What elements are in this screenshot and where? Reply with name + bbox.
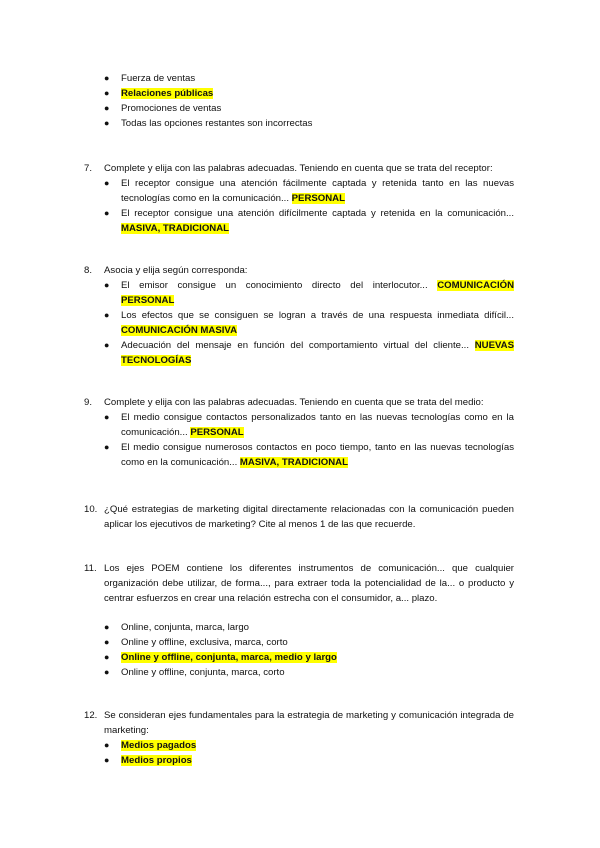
bullet-icon: ● <box>104 88 110 98</box>
highlighted-answer: PERSONAL <box>291 193 345 204</box>
option-text: El receptor consigue una atención fácilmente captada y retenida tanto en las nuevas tecnologías como en la comunicación... <box>121 178 514 204</box>
continued-options-block <box>84 71 514 131</box>
list-item <box>104 635 514 650</box>
bullet-icon: ● <box>104 667 110 677</box>
list-item <box>104 206 514 236</box>
question-number: 10. <box>84 504 98 515</box>
question-number: 7. <box>84 163 93 174</box>
question-text: ¿Qué estrategias de marketing digital directamente relacionadas con la comunicación pueden aplicar los ejecutivos de marketing? Cite al menos 1 de las que recuerde. <box>104 504 514 530</box>
list-item <box>104 753 514 768</box>
list-item <box>104 440 514 470</box>
question-text: Los ejes POEM contiene los diferentes instrumentos de comunicación... que cualquier organización debe utilizar, de forma..., para extraer toda la potencialidad de la... o producto y centrar esfuerzos en crear una relación estrecha con el consumidor, a... plazo. <box>104 563 514 604</box>
highlighted-answer: Online y offline, conjunta, marca, medio y largo <box>121 652 337 663</box>
list-item <box>104 71 514 86</box>
question-10 <box>84 502 514 532</box>
option-text: El medio consigue contactos personalizados tanto en las nuevas tecnologías como en la comunicación... <box>121 412 514 438</box>
highlighted-answer: PERSONAL <box>190 427 244 438</box>
option-text: Online y offline, exclusiva, marca, corto <box>121 637 288 648</box>
option-text: Promociones de ventas <box>121 103 222 114</box>
option-text: El medio consigue numerosos contactos en poco tiempo, tanto en las nuevas tecnologías como en la comunicación... <box>121 442 514 468</box>
question-text: Se consideran ejes fundamentales para la estrategia de marketing y comunicación integrada de marketing: <box>104 710 514 736</box>
highlighted-answer: NUEVAS TECNOLOGÍAS <box>121 340 514 366</box>
list-item <box>104 620 514 635</box>
bullet-icon: ● <box>104 280 110 290</box>
option-list <box>84 738 514 768</box>
option-text: Todas las opciones restantes son incorrectas <box>121 118 313 129</box>
option-text: Online y offline, conjunta, marca, corto <box>121 667 285 678</box>
highlighted-answer: COMUNICACIÓN PERSONAL <box>121 280 514 306</box>
list-item <box>104 410 514 440</box>
bullet-icon: ● <box>104 118 110 128</box>
bullet-icon: ● <box>104 178 110 188</box>
list-item <box>104 665 514 680</box>
list-item <box>104 101 514 116</box>
option-list <box>84 176 514 236</box>
option-text: Los efectos que se consiguen se logran a través de una respuesta inmediata difícil... <box>121 310 514 321</box>
question-text: Asocia y elija según corresponda: <box>104 265 248 276</box>
list-item <box>104 338 514 368</box>
list-item <box>104 86 514 101</box>
highlighted-answer: MASIVA, TRADICIONAL <box>239 457 348 468</box>
option-list <box>84 71 514 131</box>
list-item <box>104 738 514 753</box>
highlighted-answer: MASIVA, TRADICIONAL <box>121 223 230 234</box>
option-text: El receptor consigue una atención difícilmente captada y retenida en la comunicación... <box>121 208 514 219</box>
question-text: Complete y elija con las palabras adecuadas. Teniendo en cuenta que se trata del receptor: <box>104 163 493 174</box>
highlighted-answer: Relaciones públicas <box>121 88 214 99</box>
highlighted-answer: Medios pagados <box>121 740 197 751</box>
question-8 <box>84 263 514 368</box>
question-12 <box>84 708 514 768</box>
bullet-icon: ● <box>104 637 110 647</box>
bullet-icon: ● <box>104 740 110 750</box>
bullet-icon: ● <box>104 755 110 765</box>
question-number: 12. <box>84 710 98 721</box>
list-item <box>104 176 514 206</box>
option-list <box>84 410 514 470</box>
question-number: 8. <box>84 265 93 276</box>
option-text: El emisor consigue un conocimiento directo del interlocutor... <box>121 280 428 291</box>
option-list <box>84 620 514 680</box>
bullet-icon: ● <box>104 73 110 83</box>
option-text: Adecuación del mensaje en función del comportamiento virtual del cliente... <box>121 340 469 351</box>
list-item <box>104 278 514 308</box>
bullet-icon: ● <box>104 208 110 218</box>
bullet-icon: ● <box>104 412 110 422</box>
bullet-icon: ● <box>104 652 110 662</box>
option-text: Online, conjunta, marca, largo <box>121 622 249 633</box>
bullet-icon: ● <box>104 103 110 113</box>
highlighted-answer: COMUNICACIÓN MASIVA <box>121 325 238 336</box>
question-number: 11. <box>84 563 97 574</box>
question-text: Complete y elija con las palabras adecuadas. Teniendo en cuenta que se trata del medio: <box>104 397 484 408</box>
highlighted-answer: Medios propios <box>121 755 192 766</box>
question-9 <box>84 395 514 470</box>
option-list <box>84 278 514 368</box>
bullet-icon: ● <box>104 310 110 320</box>
question-11 <box>84 561 514 680</box>
list-item <box>104 650 514 665</box>
question-7 <box>84 161 514 236</box>
option-text: Fuerza de ventas <box>121 73 196 84</box>
bullet-icon: ● <box>104 622 110 632</box>
question-number: 9. <box>84 397 93 408</box>
list-item <box>104 308 514 338</box>
bullet-icon: ● <box>104 442 110 452</box>
bullet-icon: ● <box>104 340 110 350</box>
list-item <box>104 116 514 131</box>
